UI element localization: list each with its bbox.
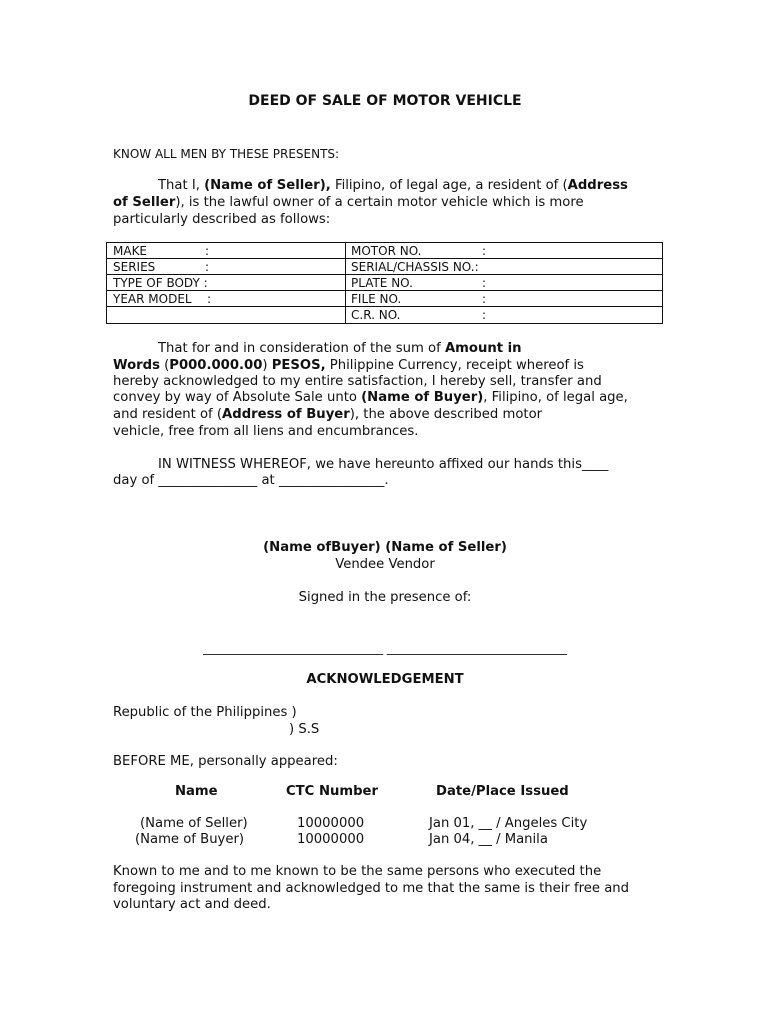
para2-line4: convey by way of Absolute Sale unto (Name of Buyer), Filipino, of legal age, [113,390,628,405]
para2-line3: hereby acknowledged to my entire satisfaction, I hereby sell, transfer and [113,374,602,389]
table-cell-make: MAKE [113,244,148,258]
table-cell-cr-no: C.R. NO. [351,308,401,322]
para2-line1: That for and in consideration of the sum of Amount in [158,341,522,356]
ack-row-seller-name: (Name of Seller) [140,816,248,831]
buyer-address: Address of Buyer [222,407,350,422]
ack-row-seller-date: Jan 01, __ / Angeles City [429,816,588,831]
acknowledgement-title: ACKNOWLEDGEMENT [306,672,464,687]
ack-row-buyer-ctc: 10000000 [297,832,365,847]
intro-text: KNOW ALL MEN BY THESE PRESENTS: [113,147,340,161]
ack-row-buyer-date: Jan 04, __ / Manila [429,832,548,847]
amount-number: P000.000.00 [169,358,263,373]
buyer-name: (Name of Buyer) [361,390,484,405]
signatory-roles: Vendee Vendor [335,557,435,572]
ss-line: ) S.S [289,722,320,737]
ack-row-buyer-name: (Name of Buyer) [135,832,245,847]
vehicle-details-table: MAKE : SERIES : TYPE OF BODY : YEAR MODEL : MOTOR NO. : SERIAL/CHASSIS NO.: PLATE NO. : FILE NO. : C.R. NO. : [106,242,663,324]
table-cell-year-model: YEAR MODEL [113,292,192,306]
para1-line1: That I, (Name of Seller), Filipino, of legal age, a resident of (Address [158,178,628,193]
para1-line3: particularly described as follows: [113,212,331,227]
signatory-names: (Name ofBuyer) (Name of Seller) [263,540,507,555]
para2-line6: vehicle, free from all liens and encumbrances. [113,424,419,439]
table-cell-plate-no: PLATE NO. [351,276,413,290]
before-me-text: BEFORE ME, personally appeared: [113,754,338,769]
republic-line: Republic of the Philippines ) [113,705,297,720]
table-cell-series: SERIES [113,260,156,274]
seller-name: (Name of Seller), [204,178,331,193]
witness-signature-lines: ______________________________ ______________________________ [203,641,567,655]
signed-presence-text: Signed in the presence of: [298,590,472,605]
ack-row-seller-ctc: 10000000 [297,816,365,831]
table-cell-file-no: FILE NO. [351,292,402,306]
table-cell-type-of-body: TYPE OF BODY : [113,276,208,290]
witness-line1: IN WITNESS WHEREOF, we have hereunto affixed our hands this____ [158,457,609,472]
para2-line5: and resident of (Address of Buyer), the above described motor [113,407,543,422]
table-column-divider [345,243,346,323]
header-ctc-number: CTC Number [286,784,378,799]
table-cell-serial-chassis-no: SERIAL/CHASSIS NO.: [351,260,479,274]
table-cell-motor-no: MOTOR NO. [351,244,422,258]
amount-in-words: Amount in [444,341,522,356]
para1-line2: of Seller), is the lawful owner of a certain motor vehicle which is more [113,195,584,210]
para2-line2: Words (P000.000.00) PESOS, Philippine Currency, receipt whereof is [113,358,584,373]
closing-line1: Known to me and to me known to be the same persons who executed the [113,864,602,879]
document-title: DEED OF SALE OF MOTOR VEHICLE [248,93,522,109]
seller-address: Address [567,178,628,193]
header-date-place: Date/Place Issued [436,784,569,799]
closing-line2: foregoing instrument and acknowledged to me that the same is their free and [113,881,630,896]
header-name: Name [175,784,218,799]
witness-line2: day of _______________ at ________________. [113,473,389,488]
closing-line3: voluntary act and deed. [113,897,271,912]
